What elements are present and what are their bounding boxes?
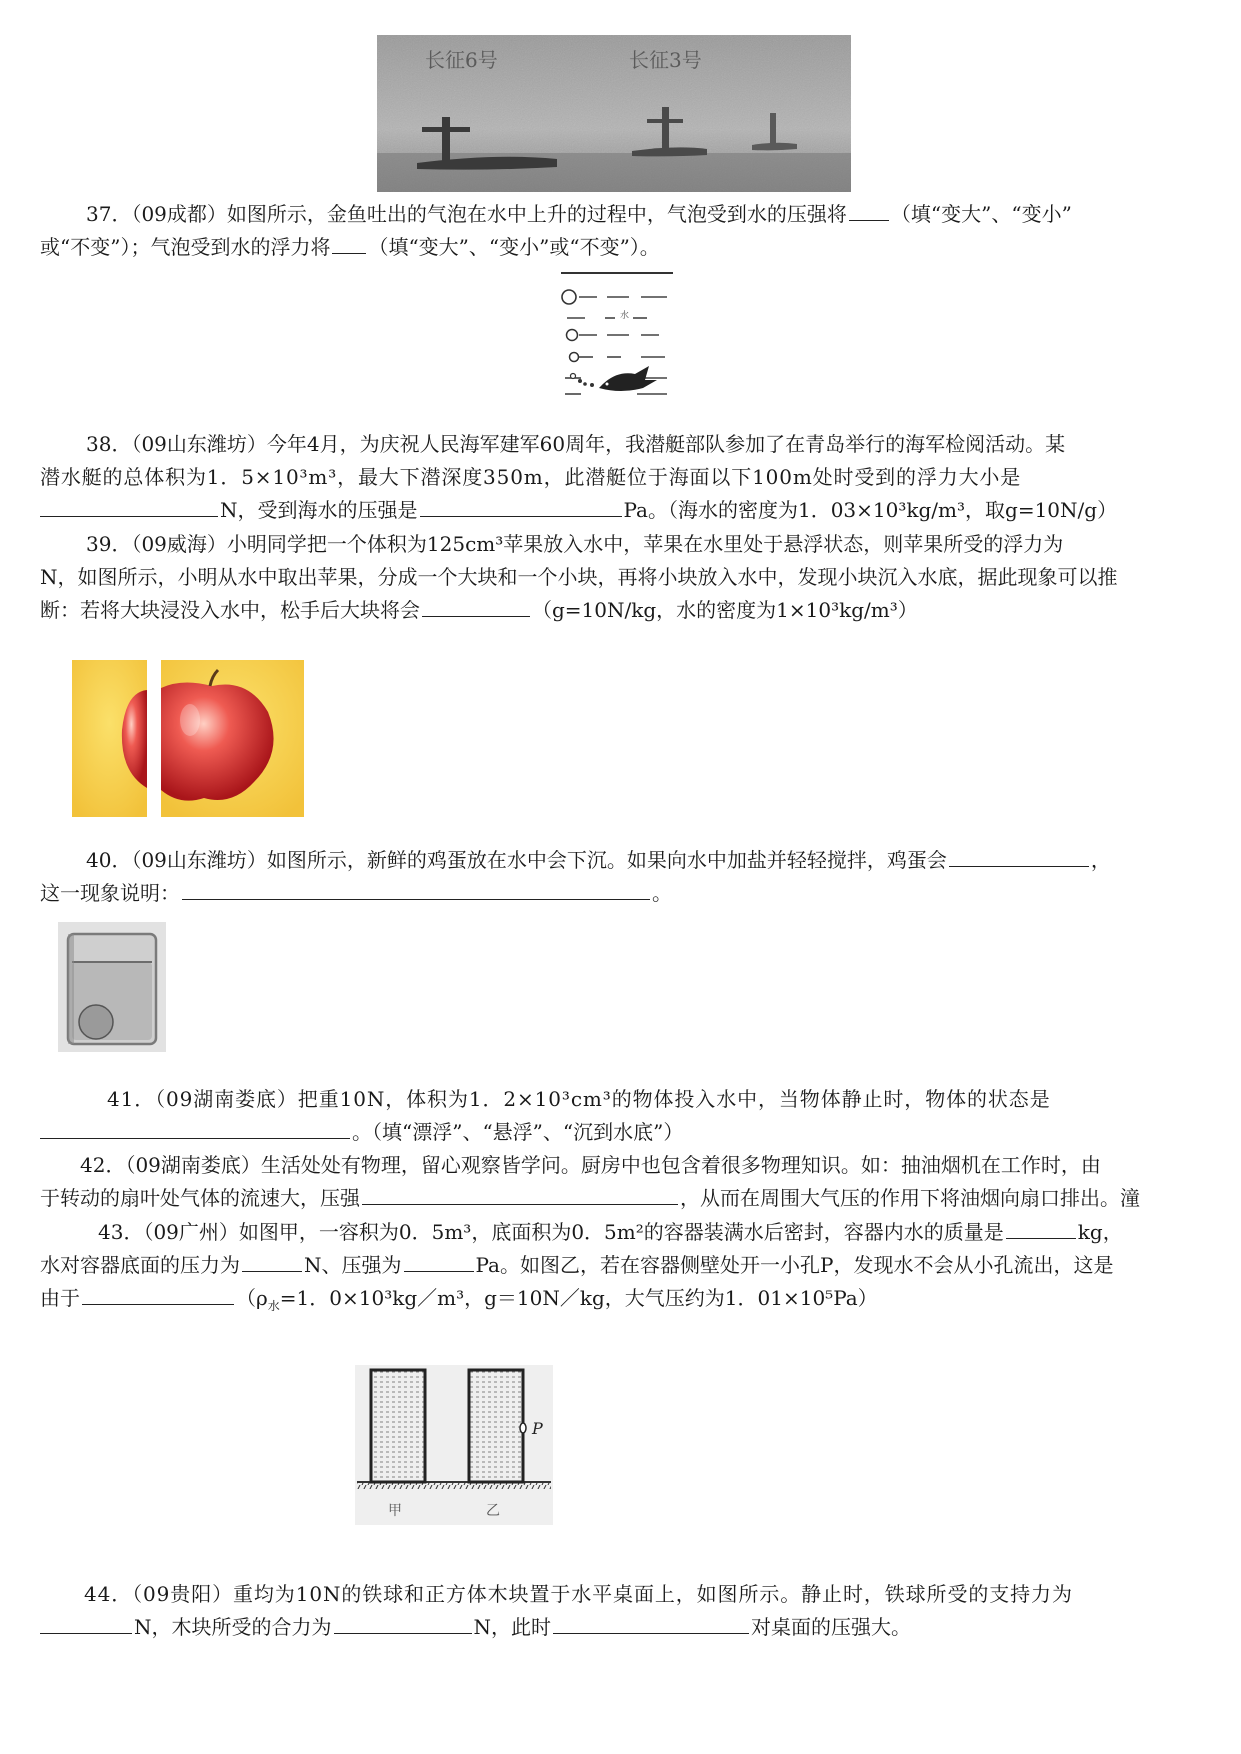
q38-text-4: Pa。（海水的密度为1．03×10³kg/m³，取g=10N/g） [623,498,1118,522]
q42-text-2: 于转动的扇叶处气体的流速大，压强 [40,1186,360,1210]
q44-blank-1[interactable] [40,1615,132,1634]
q39-text-3: 断：若将大块浸没入水中，松手后大块将会 [40,598,420,622]
container-yi [469,1370,526,1482]
q43-line2 [40,1253,1200,1277]
water-label: 水 [620,311,630,321]
q40-blank-2[interactable] [182,881,650,900]
q40-text-2: ， [1090,848,1111,872]
q38-line1 [86,432,1200,456]
q37-text-a: 37．（09成都）如图所示，金鱼吐出的气泡在水中上升的过程中，气泡受到水的压强将 [86,202,847,226]
q41-line2 [40,1120,1200,1144]
q43-text-8: =1．0×10³kg／m³，g＝10N／kg，大气压约为1．01×10⁵Pa） [279,1286,878,1310]
bubble-medium [567,330,578,341]
bubble-small [570,353,579,362]
q40-line1 [86,848,1200,872]
q40-text-3: 这一现象说明： [40,881,180,905]
q43-text-5: Pa。如图乙，若在容器侧壁处开一小孔P，发现水不会从小孔流出，这是 [475,1253,1114,1277]
container-jia [371,1370,425,1482]
q42-text-3: ，从而在周围大气压的作用下将油烟向扇口排出。潼 [680,1186,1140,1210]
q37-text-d: （填“变大”、“变小”或“不变”）。 [368,235,660,259]
submarine-photo [377,35,851,192]
q39-text-4: （g=10N/kg，水的密度为1×10³kg/m³） [532,598,918,622]
containers-figure [355,1365,553,1525]
q39-blank-1[interactable] [422,598,530,617]
q41-line1 [107,1087,1200,1111]
q39-line1 [86,532,1200,556]
q43-line3 [40,1286,1200,1318]
q43-text-3: 水对容器底面的压力为 [40,1253,240,1277]
q37-text-b: （填“变大”、“变小” [890,202,1072,226]
q44-text-4: 对桌面的压强大。 [751,1615,911,1639]
q43-text-1: 43．（09广州）如图甲，一容积为0．5m³，底面积为0．5m²的容器装满水后密封，容器内水的质量是 [98,1220,1004,1244]
q44-blank-3[interactable] [553,1615,749,1634]
q40-line2 [40,881,1200,905]
q38-text-2: 潜水艇的总体积为1．5×10³m³，最大下潜深度350m，此潜艇位于海面以下100m处时受到的浮力大小是 [40,465,1022,489]
q41-text-1: 41．（09湖南娄底）把重10N，体积为1．2×10³cm³的物体投入水中，当物体静止时，物体的状态是 [107,1087,1051,1111]
q39-text-2: N，如图所示，小明从水中取出苹果，分成一个大块和一个小块，再将小块放入水中，发现小块沉入水底，据此现象可以推 [40,565,1118,589]
q38-line3 [40,498,1200,522]
q37-line2 [40,235,1200,259]
q43-blank-1[interactable] [1006,1220,1076,1239]
q43-text-4: N、压强为 [304,1253,402,1277]
hole-p [520,1423,526,1433]
q38-blank-1[interactable] [40,498,218,517]
label-changzheng-3: 长征3号 [629,48,702,72]
q37-line1 [86,202,1200,226]
q42-line2 [40,1186,1200,1210]
q42-line1 [80,1153,1200,1177]
q44-text-3: N，此时 [473,1615,551,1639]
q43-line1 [98,1220,1200,1244]
q43-text-2: kg， [1077,1220,1123,1244]
label-yi: 乙 [486,1503,500,1519]
q43-text-7: （ρ [236,1286,268,1310]
q44-line2 [40,1615,1200,1639]
q41-text-2: 。（填“漂浮”、“悬浮”、“沉到水底”） [352,1120,684,1144]
label-jia: 甲 [388,1503,402,1519]
q44-text-2: N，木块所受的合力为 [134,1615,332,1639]
q38-text-1: 38．（09山东潍坊）今年4月，为庆祝人民海军建军60周年，我潜艇部队参加了在青岛举行的海军检阅活动。某 [86,432,1066,456]
q38-blank-2[interactable] [420,498,622,517]
q40-text-4: 。 [652,881,672,905]
egg [79,1005,113,1039]
q41-blank-1[interactable] [40,1120,350,1139]
q39-line3 [40,598,1200,622]
q43-text-6: 由于 [40,1286,80,1310]
q43-rho-subscript: 水 [267,1299,280,1313]
apple-photo [72,660,304,817]
q43-blank-3[interactable] [404,1253,474,1272]
q37-blank-1[interactable] [849,202,889,221]
bubble-large [562,290,576,304]
q44-text-1: 44．（09贵阳）重均为10N的铁球和正方体木块置于水平桌面上，如图所示。静止时，铁球所受的支持力为 [84,1582,1073,1606]
q39-text-1: 39．（09威海）小明同学把一个体积为125cm³苹果放入水中，苹果在水里处于悬浮状态，则苹果所受的浮力为 [86,532,1064,556]
q38-text-3: N，受到海水的压强是 [220,498,418,522]
q42-blank-1[interactable] [362,1186,678,1205]
q43-blank-2[interactable] [242,1253,302,1272]
q40-text-1: 40．（09山东潍坊）如图所示，新鲜的鸡蛋放在水中会下沉。如果向水中加盐并轻轻搅拌，鸡蛋会 [86,848,947,872]
q44-line1 [84,1582,1200,1606]
label-p: P [532,1419,543,1438]
goldfish-bubbles-figure [557,270,677,410]
q37-text-c: 或“不变”）；气泡受到水的浮力将 [40,235,331,259]
q37-blank-2[interactable] [332,235,366,254]
egg-beaker-photo [58,922,166,1052]
q39-line2 [40,565,1200,589]
q42-text-1: 42．（09湖南娄底）生活处处有物理，留心观察皆学问。厨房中也包含着很多物理知识。如：抽油烟机在工作时，由 [80,1153,1101,1177]
q40-blank-1[interactable] [949,848,1089,867]
q38-line2 [40,465,1200,489]
q43-blank-4[interactable] [82,1286,234,1305]
label-changzheng-6: 长征6号 [425,48,498,72]
q44-blank-2[interactable] [334,1615,472,1634]
